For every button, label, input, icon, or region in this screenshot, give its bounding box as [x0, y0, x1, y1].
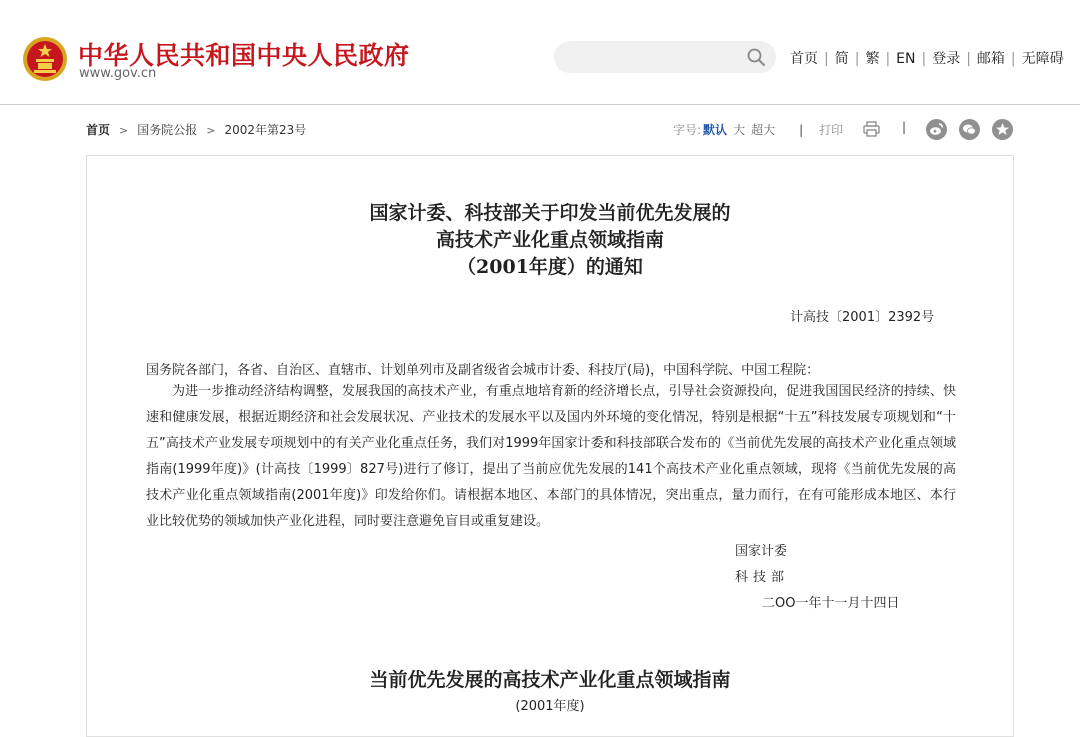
- search-box: [554, 41, 776, 73]
- nav-simplified[interactable]: 简: [834, 51, 849, 67]
- nav-traditional[interactable]: 繁: [865, 51, 880, 67]
- section-title: 当前优先发展的高技术产业化重点领域指南: [369, 669, 731, 691]
- nav-accessibility[interactable]: 无障碍: [1021, 51, 1064, 67]
- nav-login[interactable]: 登录: [932, 51, 961, 67]
- weibo-icon[interactable]: [926, 119, 947, 140]
- chevron-right-icon: >: [119, 124, 129, 137]
- breadcrumb-home[interactable]: 首页: [86, 123, 111, 137]
- printer-icon[interactable]: [863, 121, 880, 137]
- font-size-large[interactable]: 大: [733, 123, 746, 137]
- print-button[interactable]: 打印: [819, 123, 844, 137]
- top-nav: 首页 | 简 | 繁 | EN | 登录 | 邮箱 | 无障碍: [790, 51, 1064, 67]
- article-tools: 字号: 默认 大 超大 | 打印: [673, 123, 844, 137]
- article-body: 为进一步推动经济结构调整，发展我国的高技术产业，有重点地培育新的经济增长点，引导社会资源投向，促进我国国民经济的持续、快速和健康发展，根据近期经济和社会发展状况、产业技术的发展水平以及国内外环境的变化情况，特别是根据“十五”科技发展专项规划和“十五”高技术产业发展专项规划中的有关产业化重点任务，我们对1999年国家计委和科技部联合发布的《当前优先发展的高技术产业化重点领域指南(1999年度)》(计高技〔1999〕827号)进行了修订，提出了当前应优先发展的141个高技术产业化重点领域，现将《当前优先发展的高技术产业化重点领域指南(2001年度)》印发给你们。请根据本地区、本部门的具体情况，突出重点，量力而行，在有可能形成本地区、本行业比较优势的领域加快产业化进程，同时要注意避免盲目或重复建设。: [146, 384, 956, 529]
- nav-mail[interactable]: 邮箱: [976, 51, 1005, 67]
- font-size-xlarge[interactable]: 超大: [751, 123, 776, 137]
- breadcrumb-issue[interactable]: 2002年第23号: [224, 123, 307, 137]
- breadcrumb: [86, 121, 306, 138]
- site-title[interactable]: 中华人民共和国中央人民政府: [78, 41, 410, 70]
- nav-english[interactable]: EN: [896, 51, 916, 67]
- article-panel: [86, 155, 1014, 737]
- search-icon[interactable]: [746, 47, 766, 67]
- salutation: 国务院各部门，各省、自治区、直辖市、计划单列市及副省级省会城市计委、科技厅(局)，中国科学院、中国工程院：: [146, 363, 820, 378]
- signature-ministry-of-science: 科技部: [735, 570, 790, 585]
- signature-planning-commission: 国家计委: [735, 544, 788, 559]
- document-number: 计高技〔2001〕2392号: [790, 310, 935, 325]
- site-domain: www.gov.cn: [79, 66, 157, 81]
- font-size-label: 字号:: [673, 123, 702, 137]
- signature-date: 二OO一年十一月十四日: [762, 596, 900, 611]
- site-header: [0, 0, 1080, 105]
- national-emblem-icon[interactable]: [22, 36, 68, 82]
- search-input[interactable]: [568, 47, 742, 69]
- favorite-icon[interactable]: [992, 119, 1013, 140]
- wechat-icon[interactable]: [959, 119, 980, 140]
- section-year: (2001年度): [515, 699, 585, 714]
- article-title: 国家计委、科技部关于印发当前优先发展的 高技术产业化重点领域指南 （2001年度）的通知: [369, 202, 731, 278]
- chevron-right-icon: >: [206, 124, 216, 137]
- breadcrumb-bulletin[interactable]: 国务院公报: [137, 123, 198, 137]
- nav-home[interactable]: 首页: [790, 51, 818, 67]
- font-size-default[interactable]: 默认: [703, 123, 728, 137]
